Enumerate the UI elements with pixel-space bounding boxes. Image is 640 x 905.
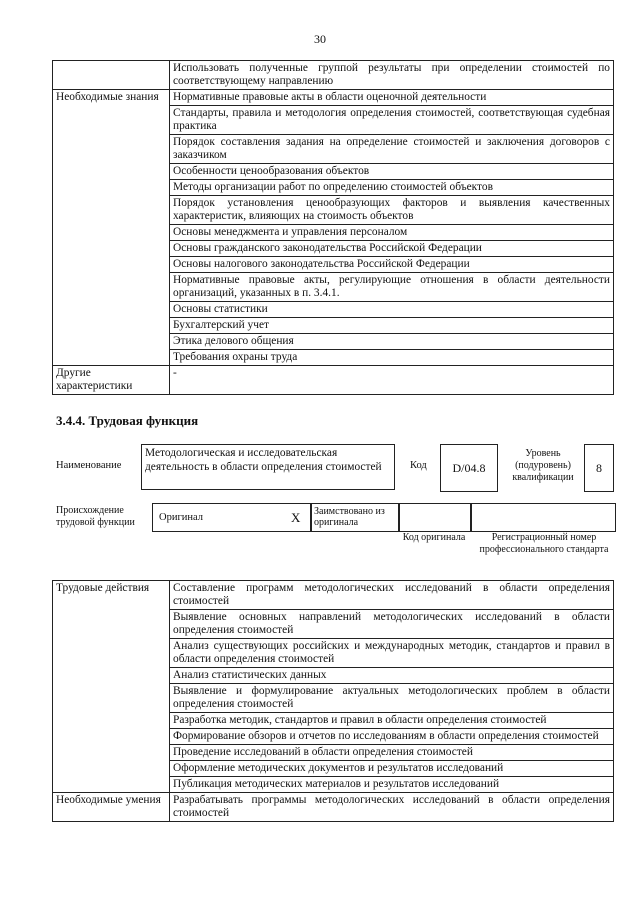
row-item: Нормативные правовые акты, регулирующие отношения в области деятельности организаций, указанных в п. 3.4.1. [170, 273, 614, 302]
name-label: Наименование [56, 460, 122, 471]
row-item: Выявление основных направлений методологических исследований в области определения стоимостей [170, 610, 614, 639]
code-value: D/04.8 [452, 460, 486, 475]
row-item: Порядок установления ценообразующих факторов и выявления качественных характеристик, влияющих на стоимость объектов [170, 196, 614, 225]
original-box [152, 503, 312, 532]
level-value: 8 [596, 460, 602, 475]
row-item: Этика делового общения [170, 334, 614, 350]
row-item: Разработка методик, стандартов и правил в области определения стоимостей [170, 713, 614, 729]
row-item: Методы организации работ по определению стоимостей объектов [170, 180, 614, 196]
row-item: Оформление методических документов и результатов исследований [170, 761, 614, 777]
row-item: - [170, 366, 614, 395]
origin-label: Происхождение трудовой функции [56, 505, 135, 528]
row-label: Трудовые действия [53, 581, 170, 793]
row-item: Формирование обзоров и отчетов по исследованиям в области определения стоимостей [170, 729, 614, 745]
original-mark: X [291, 510, 301, 525]
table-row [53, 90, 614, 106]
row-label: Другие характеристики [53, 366, 170, 395]
row-item: Публикация методических материалов и результатов исследований [170, 777, 614, 793]
row-item: Анализ статистических данных [170, 668, 614, 684]
row-item: Использовать полученные группой результаты при определении стоимостей по соответствующему направлению [170, 61, 614, 90]
row-item: Порядок составления задания на определение стоимостей и заключения договоров с заказчиком [170, 135, 614, 164]
row-label: Необходимые умения [53, 793, 170, 822]
borrowed-box [310, 503, 400, 532]
row-item: Составление программ методологических исследований в области определения стоимостей [170, 581, 614, 610]
row-item: Особенности ценообразования объектов [170, 164, 614, 180]
original-code-caption: Код оригинала [402, 532, 466, 543]
row-item: Выявление и формулирование актуальных методологических проблем в области определения стоимостей [170, 684, 614, 713]
row-item: Основы налогового законодательства Российской Федерации [170, 257, 614, 273]
row-item: Основы статистики [170, 302, 614, 318]
table-row [53, 581, 614, 610]
row-item: Основы менеджмента и управления персоналом [170, 225, 614, 241]
level-label: Уровень (подуровень) квалификации [512, 448, 574, 483]
row-item: Проведение исследований в области определения стоимостей [170, 745, 614, 761]
table-row [53, 793, 614, 822]
level-value-box [584, 444, 614, 492]
page-number: 30 [314, 32, 326, 46]
function-name-value: Методологическая и исследовательская деятельность в области определения стоимостей [145, 447, 382, 473]
row-item: Основы гражданского законодательства Российской Федерации [170, 241, 614, 257]
row-item: Требования охраны труда [170, 350, 614, 366]
table-row [53, 366, 614, 395]
row-item: Бухгалтерский учет [170, 318, 614, 334]
labor-actions-table [52, 580, 614, 822]
code-label: Код [410, 460, 427, 471]
row-item: Стандарты, правила и методология определения стоимостей, соответствующая судебная практика [170, 106, 614, 135]
code-value-box [440, 444, 498, 492]
row-item: Нормативные правовые акты в области оценочной деятельности [170, 90, 614, 106]
row-label [53, 61, 170, 90]
row-item: Разрабатывать программы методологических исследований в области определения стоимостей [170, 793, 614, 822]
section-title: 3.4.4. Трудовая функция [56, 413, 199, 428]
original-label: Оригинал [159, 512, 203, 523]
table-row [53, 61, 614, 90]
registration-number-box [470, 503, 616, 532]
row-label: Необходимые знания [53, 90, 170, 366]
original-code-box [398, 503, 472, 532]
skills-knowledge-table [52, 60, 614, 395]
row-item: Анализ существующих российских и международных методик, стандартов и правил в области определения стоимостей [170, 639, 614, 668]
function-name-box [141, 444, 395, 490]
borrowed-label: Заимствовано из оригинала [314, 506, 385, 528]
registration-number-caption: Регистрационный номер профессионального стандарта [479, 532, 609, 555]
